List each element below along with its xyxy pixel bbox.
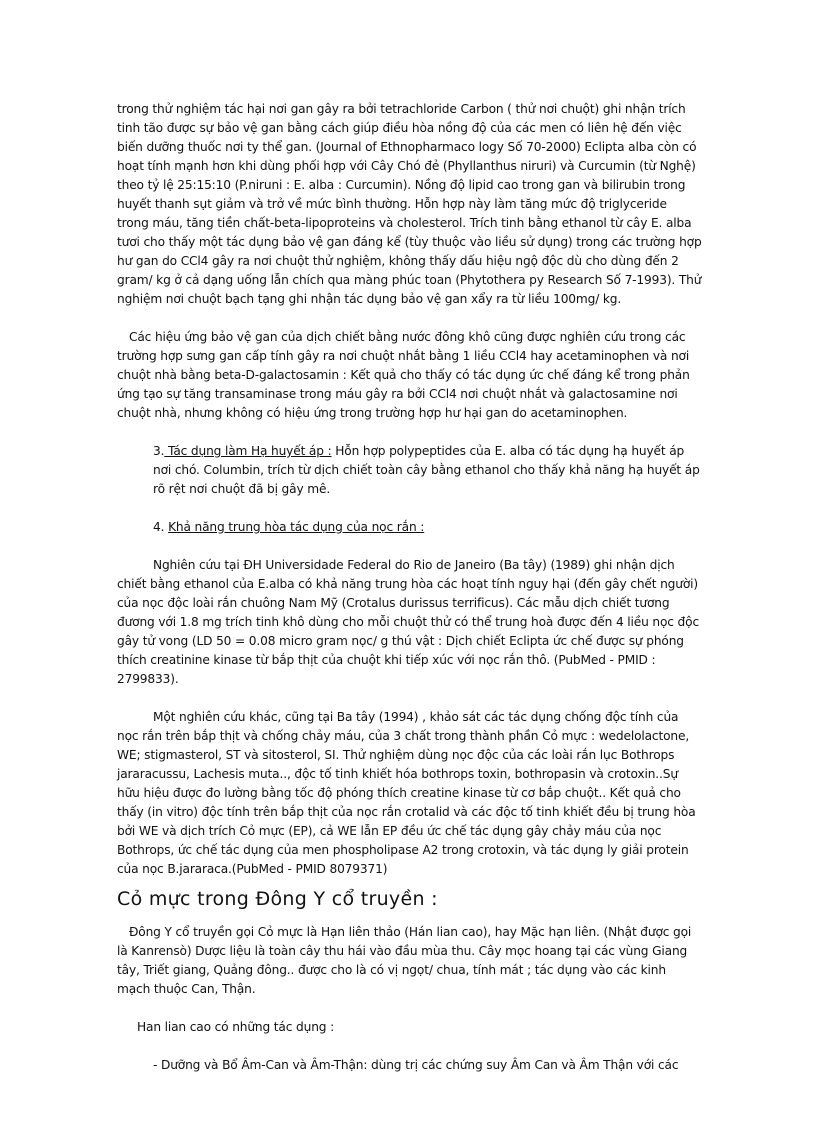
paragraph-brazil-study: Một nghiên cứu khác, cũng tại Ba tây (1994) , khảo sát các tác dụng chống độc tính của nọc rắn trên bắp thịt và chống chảy máu, của 3 chất trong thành phần Cỏ mực : wedelolactone, WE; stigmasterol, ST và sitosterol, SI. Thử nghiệm dùng nọc độc của các loài rắn lục Bothrops jararacussu, Lachesis muta.., độc tố tinh khiết hóa bothrops toxin, bothropasin và crotoxin..Sự hữu hiệu được đo lường bằng tốc độ phóng thích creatine kinase từ cơ bắp chuột.. Kết quả cho thấy (in vitro) độc tính trên bắp thịt của nọc rắn crotalid và các độc tố tinh khiết đều bị trung hòa bởi WE và dịch trích Cỏ mực (EP), cả WE lẫn EP đều ức chế tác dụng gây chảy máu của nọc Bothrops, ức chế tác dụng của men phospholipase A2 trong crotoxin, và tác dụng ly giải protein của nọc B.jararaca.(PubMed - PMID 8079371) [117,710,696,876]
section-number: 4. [153,520,169,534]
paragraph-traditional-names: Đông Y cổ truyền gọi Cỏ mực là Hạn liên thảo (Hán lian cao), hay Mặc hạn liên. (Nhật được gọi là Kanrensò) Dược liệu là toàn cây thu hái vào đầu mùa thu. Cây mọc hoang tại các vùng Giang tây, Triết giang, Quảng đông.. được cho là có vị ngọt/ chua, tính mát ; tác dụng vào các kinh mạch thuộc Can, Thận. [117,925,692,996]
section-title-traditional-medicine: Cỏ mực trong Đông Y cổ truyền : [117,888,438,910]
paragraph-liver-protection: trong thử nghiệm tác hại nơi gan gây ra bởi tetrachloride Carbon ( thử nơi chuột) ghi nhận trích tinh tão được sự bảo vệ gan bằng cách giúp điều hòa nồng độ của các men có liên hệ đến việc biến dưỡng thuốc nơi ty thể gan. (Journal of Ethnopharmaco logy Số 70-2000) Eclipta alba còn có hoạt tính mạnh hơn khi dùng phối hợp với Cây Chó đẻ (Phyllanthus niruri) và Curcumin (từ Nghệ) theo tỷ lệ 25:15:10 (P.niruni : E. alba : Curcumin). Nồng độ lipid cao trong gan và bilirubin trong huyết thanh sụt giảm và trở về mức bình thường. Hỗn hợp này làm tăng mức độ triglyceride trong máu, tăng tiền chất-beta-lipoproteins và cholesterol. Trích tinh bằng ethanol từ cây E. alba tươi cho thấy một tác dụng bảo vệ gan đáng kể (tùy thuộc vào liều sử dụng) trong các trường hợp hư gan do CCl4 gây ra nơi chuột thử nghiệm, không thấy dấu hiệu ngộ độc dù cho dùng đến 2 gram/ kg ở cả dạng uống lẫn chích qua màng phúc toan (Phytothera py Research Số 7-1993). Thử nghiệm nơi chuột bạch tạng ghi nhận tác dụng bảo vệ gan xẩy ra từ liều 100mg/ kg. [117,102,702,306]
paragraph-rio-study: Nghiên cứu tại ĐH Universidade Federal do Rio de Janeiro (Ba tây) (1989) ghi nhận dịch chiết bằng ethanol của E.alba có khả năng trung hòa các hoạt tính nguy hại (đến gây chết người) của nọc độc loài rắn chuông Nam Mỹ (Crotalus durissus terrificus). Các mẫu dịch chiết tương đương với 1.8 mg trích tinh khô dùng cho mỗi chuột thử có thể trung hoà được đến 4 liều nọc độc gây tử vong (LD 50 = 0.08 micro gram nọc/ g thú vật : Dịch chiết Eclipta ức chế được sự phóng thích creatinine kinase từ bắp thịt của chuột khi tiếp xúc với nọc rắn thô. (PubMed - PMID : 2799833). [117,558,699,686]
document-body [117,100,702,1075]
section-number: 3. [153,444,165,458]
paragraph-snake-venom-heading [117,518,702,537]
paragraph-effects-intro: Han lian cao có những tác dụng : [137,1020,335,1034]
section-heading-snake-venom: Khả năng trung hòa tác dụng của nọc rắn : [168,520,425,534]
paragraph-freeze-dried-extract: Các hiệu ứng bảo vệ gan của dịch chiết bằng nước đông khô cũng được nghiên cứu trong các trường hợp sưng gan cấp tính gây ra nơi chuột nhắt bằng 1 liều CCl4 hay acetaminophen và nơi chuột nhà bằng beta-D-galactosamin : Kết quả cho thấy có tác dụng ức chế đáng kể trong phản ứng tạo sự tăng transaminase trong máu gây ra bởi CCl4 nơi chuột nhắt và galactosamine nơi chuột nhà, nhưng không có hiệu ứng trong trường hợp hư hại gan do acetaminophen. [117,330,690,420]
paragraph-hypotensive-text: Hỗn hợp polypeptides của E. alba có tác dụng hạ huyết áp nơi chó. Columbin, trích từ dịch chiết toàn cây bằng ethanol cho thấy khả năng hạ huyết áp rõ rệt nơi chuột đã bị gây mê. [153,444,700,496]
paragraph-hypotensive [117,442,702,499]
list-item-effect: - Dưỡng và Bổ Âm-Can và Âm-Thận: dùng trị các chứng suy Âm Can và Âm Thận với các [153,1058,679,1072]
section-heading-hypotensive: Tác dụng làm Hạ huyết áp : [164,444,332,458]
